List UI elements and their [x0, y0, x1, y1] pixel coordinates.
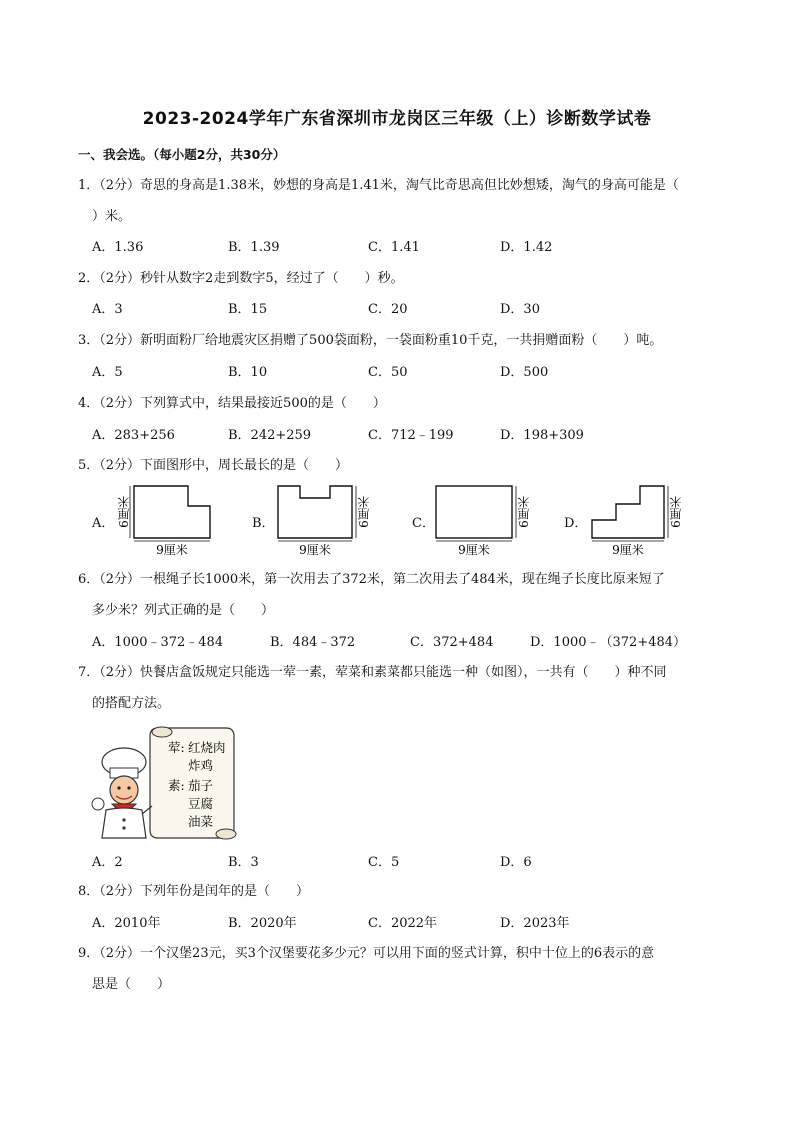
- option-d[interactable]: D．2023年: [500, 916, 570, 931]
- height-label: 6厘米: [669, 496, 683, 528]
- option-b[interactable]: B．1.39: [228, 240, 280, 255]
- option-b[interactable]: B．2020年: [228, 916, 297, 931]
- question-text: 8．（2分）下列年份是闰年的是（ ）: [78, 884, 310, 899]
- option-d[interactable]: D．6: [500, 855, 532, 870]
- page-title: 2023-2024学年广东省深圳市龙岗区三年级（上）诊断数学试卷: [142, 109, 652, 129]
- question-text: 2．（2分）秒针从数字2走到数字5，经过了（ ）秒。: [78, 271, 404, 286]
- menu-veg-item-1: 茄子: [188, 778, 214, 793]
- shape-d-figure: [584, 482, 694, 558]
- option-a[interactable]: A．1.36: [92, 240, 144, 255]
- question-text: 3．（2分）新明面粉厂给地震灾区捐赠了500袋面粉，一袋面粉重10千克，一共捐赠面粉（ ）吨。: [78, 333, 663, 348]
- chef-eye-right: [127, 786, 130, 789]
- option-b[interactable]: B．242+259: [228, 428, 312, 443]
- chef-hand: [92, 798, 104, 810]
- menu-meat-item-1: 红烧肉: [188, 740, 226, 755]
- option-a[interactable]: A．2: [92, 855, 123, 870]
- option-b[interactable]: B．: [252, 516, 275, 531]
- options-8: [92, 912, 732, 932]
- option-a[interactable]: A．283+256: [92, 428, 175, 443]
- question-text: 6．（2分）一根绳子长1000米，第一次用去了372米，第二次用去了484米，现在绳子长度比原来短了: [78, 572, 665, 587]
- option-d[interactable]: D．: [564, 516, 588, 531]
- width-label: 9厘米: [156, 543, 188, 557]
- question-2: [78, 263, 718, 294]
- menu-meat-label: 荤:: [168, 740, 185, 755]
- question-text: 1．（2分）奇思的身高是1.38米，妙想的身高是1.41米，淘气比奇思高但比妙想矮，淘气的身高可能是（: [78, 178, 679, 193]
- option-b[interactable]: B．3: [228, 855, 259, 870]
- question-3: [78, 325, 718, 356]
- menu-veg-label: 素:: [168, 778, 185, 793]
- question-4: [78, 388, 718, 419]
- width-label: 9厘米: [612, 543, 644, 557]
- option-d[interactable]: D．198+309: [500, 428, 584, 443]
- options-3: [92, 361, 732, 381]
- option-c[interactable]: C．: [412, 516, 435, 531]
- chef-eye-left: [117, 786, 120, 789]
- question-5: [78, 450, 718, 481]
- question-text: 4．（2分）下列算式中，结果最接近500的是（ ）: [78, 396, 386, 411]
- options-4: [92, 424, 732, 444]
- option-c[interactable]: C．2022年: [368, 916, 438, 931]
- height-label: 6厘米: [117, 496, 131, 528]
- menu-meat-item-2: 炸鸡: [188, 758, 214, 773]
- question-text-continued: 多少米？列式正确的是（ ）: [92, 603, 275, 618]
- width-label: 9厘米: [299, 543, 331, 557]
- options-7: [92, 851, 732, 871]
- chef-button-2: [122, 826, 125, 829]
- option-c[interactable]: C．50: [368, 365, 408, 380]
- chef-body: [102, 808, 146, 838]
- question-text: 9．（2分）一个汉堡23元，买3个汉堡要花多少元？可以用下面的竖式计算，积中十位上的6表示的意: [78, 946, 655, 961]
- option-c[interactable]: C．1.41: [368, 240, 420, 255]
- option-b[interactable]: B．484﹣372: [270, 635, 356, 650]
- option-d[interactable]: D．1.42: [500, 240, 553, 255]
- option-d[interactable]: D．30: [500, 302, 540, 317]
- question-8: [78, 876, 718, 907]
- width-label: 9厘米: [458, 543, 490, 557]
- chef-face: [110, 776, 138, 804]
- option-a[interactable]: A．1000﹣372﹣484: [92, 635, 224, 650]
- chef-menu-illustration: [90, 722, 240, 842]
- question-text-continued: ）米。: [92, 209, 132, 224]
- question-text-continued: 思是（ ）: [92, 977, 171, 992]
- question-9: [78, 938, 718, 1000]
- option-c[interactable]: C．712﹣199: [368, 428, 454, 443]
- shape-c-outline: [436, 486, 512, 538]
- option-b[interactable]: B．10: [228, 365, 268, 380]
- option-a[interactable]: A．: [92, 516, 115, 531]
- question-1: [78, 170, 718, 232]
- scroll-bottom-curl: [216, 829, 236, 839]
- option-c[interactable]: C．5: [368, 855, 400, 870]
- option-d[interactable]: D．500: [500, 365, 549, 380]
- shape-a-outline: [134, 486, 210, 538]
- options-6: [92, 631, 732, 651]
- menu-veg-item-2: 豆腐: [188, 796, 214, 811]
- shape-d-outline: [592, 486, 664, 538]
- option-c[interactable]: C．372+484: [410, 635, 494, 650]
- question-text: 5．（2分）下面图形中，周长最长的是（ ）: [78, 458, 349, 473]
- section-heading: 一、我会选。（每小题2分，共30分）: [78, 147, 286, 162]
- chef-button-1: [122, 818, 125, 821]
- option-d[interactable]: D．1000﹣（372+484）: [530, 635, 687, 650]
- options-1: [92, 236, 732, 256]
- question-6: [78, 564, 718, 626]
- options-2: [92, 298, 732, 318]
- height-label: 6厘米: [357, 496, 371, 528]
- question-text-continued: 的搭配方法。: [92, 696, 171, 711]
- shape-b-outline: [278, 486, 352, 538]
- option-a[interactable]: A．3: [92, 302, 123, 317]
- shape-a-figure: [110, 482, 220, 558]
- option-a[interactable]: A．5: [92, 365, 123, 380]
- scroll-top-curl: [152, 727, 172, 737]
- option-b[interactable]: B．15: [228, 302, 268, 317]
- shape-b-figure: [270, 482, 380, 558]
- height-label: 6厘米: [517, 496, 531, 528]
- shape-c-figure: [428, 482, 538, 558]
- question-7: [78, 657, 718, 719]
- menu-veg-item-3: 油菜: [188, 814, 214, 829]
- option-c[interactable]: C．20: [368, 302, 408, 317]
- option-a[interactable]: A．2010年: [92, 916, 161, 931]
- question-text: 7．（2分）快餐店盒饭规定只能选一荤一素，荤菜和素菜都只能选一种（如图），一共有（ ）种不同: [78, 665, 667, 680]
